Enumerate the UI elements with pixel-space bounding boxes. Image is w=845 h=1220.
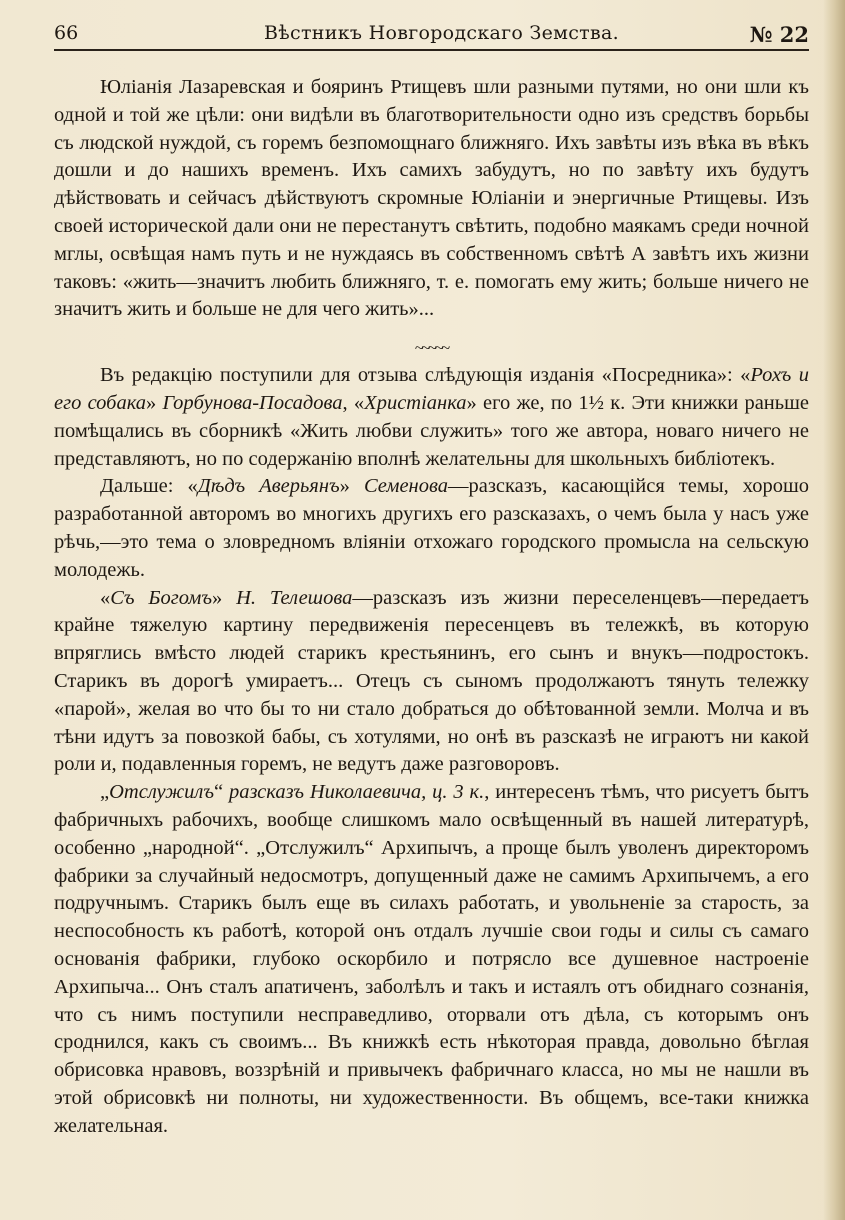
body-text bbox=[54, 74, 809, 1140]
p3-text-c: » bbox=[339, 475, 364, 498]
p3-text-e: —разсказъ, касающійся темы, хорошо разработанной авторомъ во многихъ другихъ его разсказахъ, о чемъ была у насъ уже рѣчь,—это тема о зловредномъ вліяніи отхожаго городского промысла на сельскую молодежь. bbox=[54, 475, 810, 581]
p2-text-g: » его же, по 1½ к. Эти книжки раньше помѣщались въ сборникѣ «Жить любви служить» того же автора, новаго ничего не представляютъ, но по содержанію вполнѣ желательны для школьныхъ библіотекъ. bbox=[54, 391, 810, 470]
p4-text-a: « bbox=[100, 586, 111, 609]
paragraph-2 bbox=[54, 362, 809, 473]
section-divider bbox=[54, 336, 809, 358]
p2-text-a: Въ редакцію поступили для отзыва слѣдующія изданія «Посредника»: « bbox=[100, 364, 751, 387]
header-rule bbox=[54, 49, 809, 51]
p5-text-a: „ bbox=[100, 781, 110, 804]
running-header bbox=[54, 20, 809, 50]
page-number: 66 bbox=[54, 22, 79, 44]
book-title-roh: Рохъ и его собака bbox=[54, 364, 809, 414]
paragraph-3 bbox=[54, 473, 809, 584]
p2-text-e: , « bbox=[342, 391, 365, 414]
book-title-khristianka: Христіанка bbox=[364, 391, 467, 414]
p5-text-c: “ bbox=[213, 781, 229, 804]
author-nikolaevich: разсказъ Николаевича, ц. 3 к. bbox=[228, 781, 485, 804]
author-teleshov: Н. Телешова bbox=[236, 586, 353, 609]
author-gorbunov: Горбунова-Посадова bbox=[162, 391, 343, 414]
book-title-ded: Дѣдъ Аверьянъ bbox=[197, 475, 340, 498]
book-title-s-bogom: Съ Богомъ bbox=[110, 586, 212, 609]
issue-number: № 22 bbox=[749, 22, 809, 47]
paragraph-1: Юліанія Лазаревская и бояринъ Ртищевъ шли разными путями, но они шли къ одной и той же цѣли: они видѣли въ благотворительности одно изъ средствъ борьбы съ людской нуждой, съ горемъ безпомощнаго ближняго. Ихъ завѣты изъ вѣка въ вѣкъ дошли и до нашихъ временъ. Ихъ самихъ забудутъ, но по завѣту ихъ будутъ дѣйствовать и сейчасъ дѣйствуютъ скромные Юліаніи и энергичные Ртищевы. Изъ своей исторической дали они не перестанутъ свѣтить, подобно маякамъ среди ночной мглы, освѣщая намъ путь и не нуждаясь въ собственномъ свѣтѣ А завѣтъ ихъ жизни таковъ: «жить—значитъ любить ближняго, т. е. помогать ему жить; больше ничего не значитъ жить и больше не для чего жить»... bbox=[54, 76, 809, 321]
page-edge bbox=[823, 0, 845, 1220]
divider-ornament: ~~~~~ bbox=[414, 340, 449, 358]
author-semenov: Семенова bbox=[363, 475, 448, 498]
p4-text-e: —разсказъ изъ жизни переселенцевъ—передаетъ крайне тяжелую картину передвиженія пересенцевъ въ тележкѣ, въ которую впряглись вмѣсто людей старикъ крестьянинъ, его сынъ и внукъ—подростокъ. Старикъ въ дорогѣ умираетъ... Отецъ съ сыномъ продолжаютъ тянуть тележку «парой», желая во что бы то ни стало добраться до обѣтованной земли. Молча и въ тѣни идутъ за повозкой бабы, съ хотулями, но онѣ въ разсказѣ не играютъ ни какой роли и, подавленныя горемъ, не ведутъ даже разговоровъ. bbox=[54, 586, 809, 776]
paragraph-4 bbox=[54, 585, 809, 780]
paragraph-5 bbox=[54, 779, 809, 1140]
p2-text-c: » bbox=[146, 391, 163, 414]
p5-text-e: , интересенъ тѣмъ, что рисуетъ бытъ фабричныхъ рабочихъ, вообще слишкомъ мало освѣщенный въ нашей литературѣ, особенно „народной“. „Отслужилъ“ Архипычъ, а проще былъ уволенъ директоромъ фабрики за случайный недосмотръ, допущенный даже не самимъ Архипычемъ, а его подручнымъ. Старикъ былъ еще въ силахъ работать, и увольненіе за старость, за неспособность къ работѣ, которой онъ отдалъ лучшіе свои годы и силы съ самаго основанія фабрики, глубоко оскорбило и потрясло все душевное настроеніе Архипыча... Онъ сталъ апатиченъ, заболѣлъ и такъ и истаялъ отъ обиднаго сознанія, что съ нимъ поступили несправедливо, оторвали отъ дѣла, съ которымъ онъ сроднился, какъ съ своимъ... Въ книжкѣ есть нѣкоторая правда, довольно бѣглая обрисовка нравовъ, воззрѣній и привычекъ фабричнаго класса, но мы не нашли въ этой обрисовкѣ ни полноты, ни художественности. Въ общемъ, все-таки книжка желательная. bbox=[54, 781, 809, 1137]
journal-title: Вѣстникъ Новгородскаго Земства. bbox=[264, 22, 619, 44]
p3-text-a: Дальше: « bbox=[100, 475, 198, 498]
book-title-otsluzhil: Отслужилъ bbox=[109, 781, 214, 804]
p4-text-c: » bbox=[211, 586, 237, 609]
